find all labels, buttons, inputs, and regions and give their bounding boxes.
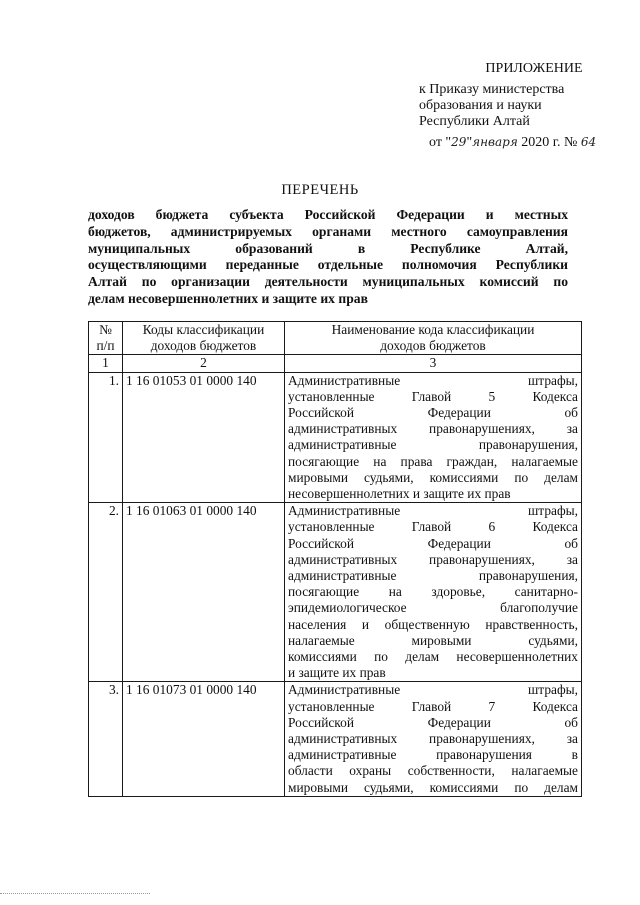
row-code: 1 16 01063 01 0000 140: [123, 503, 285, 682]
order-day-handwritten: 29: [451, 135, 467, 149]
row-name-line: административные правонарушения,: [288, 568, 578, 584]
column-numbers-row: [89, 355, 582, 372]
row-name-line: Российской Федерации об: [288, 714, 578, 730]
subtitle-line: бюджетов, администрируемых органами местного самоуправления: [88, 223, 568, 239]
header-name: [285, 322, 582, 355]
column-number: 3: [285, 355, 582, 372]
row-name-line: налагаемые мировыми судьями,: [288, 632, 578, 648]
row-name: [285, 372, 582, 503]
page-footer-rule: [0, 893, 150, 895]
row-name-line: Российской Федерации об: [288, 405, 578, 421]
row-name-line: установленные Главой 6 Кодекса: [288, 519, 578, 535]
row-name-line: административные правонарушения в: [288, 747, 578, 763]
header-number: [89, 322, 123, 355]
header-codes-line: Коды классификации: [142, 322, 265, 337]
document-subtitle: [88, 207, 568, 308]
row-name-line: комиссиями по делам несовершеннолетних: [288, 649, 578, 665]
subtitle-line: муниципальных образований в Республике Алтай,: [88, 240, 568, 256]
annex-line: образования и науки: [419, 98, 542, 113]
order-month-handwritten: января: [472, 135, 518, 149]
column-number: 2: [123, 355, 285, 372]
order-reference: [419, 134, 619, 151]
row-name-line: административных правонарушениях, за: [288, 551, 578, 567]
row-name: [285, 682, 582, 796]
row-name-line: административных правонарушениях, за: [288, 731, 578, 747]
row-number: 2.: [89, 503, 123, 682]
table-row: [89, 682, 582, 796]
table-row: [89, 372, 582, 503]
header-number-line: №: [99, 322, 112, 337]
row-name-line: посягающие на здоровье, санитарно-: [288, 584, 578, 600]
row-name-line: несовершеннолетних и защите их прав: [288, 486, 511, 502]
annex-block: [419, 61, 619, 151]
row-name-line: административные правонарушения,: [288, 437, 578, 453]
row-name-line: Административные штрафы,: [288, 372, 578, 388]
row-name-line: Российской Федерации об: [288, 535, 578, 551]
order-year: 2020 г. №: [521, 135, 578, 150]
row-number: 3.: [89, 682, 123, 796]
row-name-line: мировыми судьями, комиссиями по делам: [288, 779, 578, 795]
order-number-handwritten: 64: [580, 135, 597, 149]
header-number-line: п/п: [96, 338, 115, 354]
annex-line: к Приказу министерства: [419, 82, 565, 97]
row-name-line: установленные Главой 7 Кодекса: [288, 698, 578, 714]
row-name: [285, 503, 582, 682]
order-prefix: от ": [429, 135, 452, 150]
row-name-line: Административные штрафы,: [288, 503, 578, 519]
header-codes-line: доходов бюджетов: [150, 338, 257, 354]
row-name-line: установленные Главой 5 Кодекса: [288, 388, 578, 404]
subtitle-line: Алтай по организации деятельности муниципальных комиссий по: [88, 274, 568, 290]
header-name-line: Наименование кода классификации: [331, 322, 535, 337]
annex-title: ПРИЛОЖЕНИЕ: [485, 61, 583, 76]
table-header-row: [89, 322, 582, 355]
row-name-line: эпидемиологическое благополучие: [288, 600, 578, 616]
row-name-line: и защите их прав: [288, 665, 386, 681]
document-title: ПЕРЕЧЕНЬ: [281, 182, 359, 198]
header-codes: [123, 322, 285, 355]
row-name-line: посягающие на права граждан, налагаемые: [288, 453, 578, 469]
subtitle-line: осуществляющими переданные отдельные полномочия Республики: [88, 257, 568, 273]
row-name-line: мировыми судьями, комиссиями по делам: [288, 469, 578, 485]
row-name-line: населения и общественную нравственность,: [288, 616, 578, 632]
subtitle-line: делам несовершеннолетних и защите их прав: [88, 290, 368, 306]
table-row: [89, 503, 582, 682]
row-name-line: области охраны собственности, налагаемые: [288, 763, 578, 779]
row-code: 1 16 01073 01 0000 140: [123, 682, 285, 796]
row-name-line: административных правонарушениях, за: [288, 421, 578, 437]
row-number: 1.: [89, 372, 123, 503]
order-quote: ": [466, 135, 473, 150]
row-name-line: Административные штрафы,: [288, 682, 578, 698]
subtitle-line: доходов бюджета субъекта Российской Федерации и местных: [88, 207, 568, 222]
header-name-line: доходов бюджетов: [380, 338, 486, 354]
revenue-codes-table: [88, 321, 582, 797]
annex-line: Республики Алтай: [419, 114, 530, 129]
row-code: 1 16 01053 01 0000 140: [123, 372, 285, 503]
column-number: 1: [89, 355, 123, 372]
